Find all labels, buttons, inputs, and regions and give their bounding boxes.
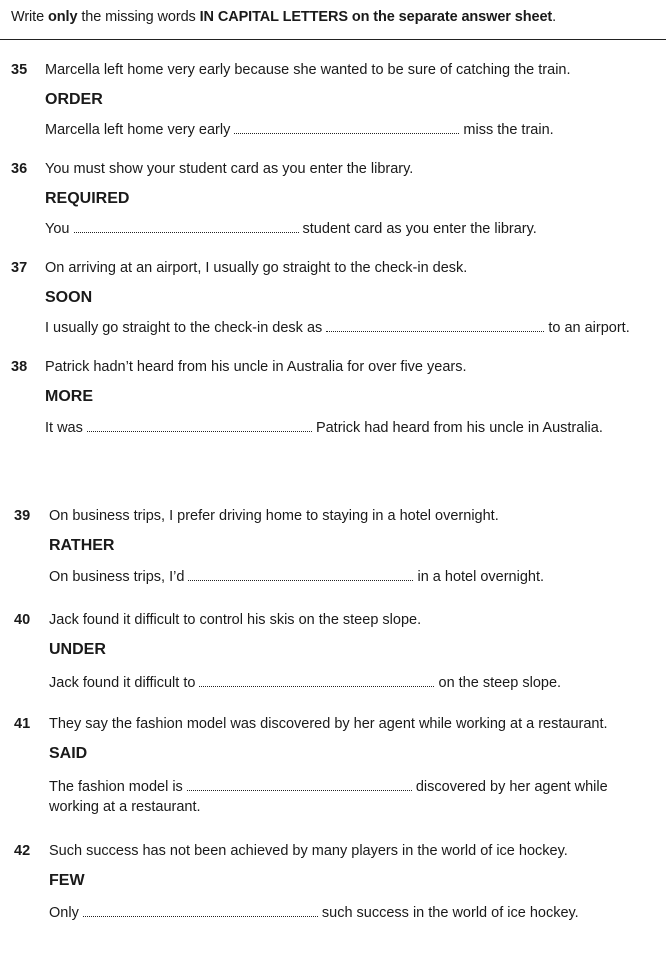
question-number: 36	[11, 161, 28, 177]
answer-blank[interactable]	[234, 121, 459, 134]
answer-prefix: It was	[45, 420, 83, 436]
keyword: UNDER	[49, 641, 106, 658]
answer-prefix: On business trips, I’d	[49, 569, 185, 585]
keyword: ORDER	[45, 91, 103, 108]
question-sentence: On business trips, I prefer driving home to staying in a hotel overnight.	[49, 508, 499, 524]
answer-blank[interactable]	[83, 904, 318, 917]
answer-line	[49, 673, 561, 693]
answer-blank[interactable]	[187, 778, 412, 791]
instruction-part: .	[552, 9, 557, 25]
answer-prefix: The fashion model is	[49, 779, 183, 795]
question-sentence: Marcella left home very early because she wanted to be sure of catching the train.	[45, 62, 571, 78]
keyword: RATHER	[49, 537, 115, 554]
answer-suffix: to an airport.	[548, 320, 630, 336]
answer-blank[interactable]	[87, 419, 312, 432]
answer-suffix: discovered by her agent while	[415, 779, 608, 795]
question-number: 35	[11, 62, 28, 78]
question-sentence: Patrick hadn’t heard from his uncle in Australia for over five years.	[45, 359, 467, 375]
answer-blank[interactable]	[188, 568, 413, 581]
answer-prefix: You	[45, 221, 70, 237]
question-sentence: Jack found it difficult to control his skis on the steep slope.	[49, 612, 422, 628]
answer-blank[interactable]	[199, 674, 434, 687]
answer-line	[45, 418, 603, 438]
divider-line	[0, 39, 666, 40]
answer-suffix: miss the train.	[463, 122, 554, 138]
answer-line	[49, 903, 579, 923]
instruction-part: Write	[11, 9, 48, 25]
instruction-emphasis: only	[48, 9, 78, 25]
answer-line	[45, 120, 554, 140]
answer-suffix: such success in the world of ice hockey.	[321, 905, 579, 921]
keyword: SOON	[45, 289, 93, 306]
question-sentence: Such success has not been achieved by many players in the world of ice hockey.	[49, 843, 568, 859]
instruction-emphasis: IN CAPITAL LETTERS on the separate answer sheet	[199, 9, 553, 25]
answer-line	[49, 777, 608, 797]
answer-suffix: on the steep slope.	[438, 675, 562, 691]
instruction-text	[11, 9, 556, 25]
question-number: 38	[11, 359, 28, 375]
answer-prefix: Only	[49, 905, 79, 921]
keyword: FEW	[49, 872, 85, 889]
question-sentence: On arriving at an airport, I usually go straight to the check-in desk.	[45, 260, 468, 276]
keyword: REQUIRED	[45, 190, 130, 207]
answer-line	[49, 567, 544, 587]
answer-continuation: working at a restaurant.	[49, 799, 201, 815]
instruction-part: the missing words	[77, 9, 200, 25]
answer-line	[45, 219, 537, 239]
answer-suffix: in a hotel overnight.	[417, 569, 545, 585]
keyword: SAID	[49, 745, 88, 762]
answer-suffix: Patrick had heard from his uncle in Australia.	[315, 420, 603, 436]
answer-prefix: Jack found it difficult to	[49, 675, 196, 691]
question-number: 41	[14, 716, 31, 732]
question-number: 39	[14, 508, 31, 524]
question-sentence: You must show your student card as you enter the library.	[45, 161, 414, 177]
answer-prefix: I usually go straight to the check-in desk as	[45, 320, 323, 336]
keyword: MORE	[45, 388, 93, 405]
answer-blank[interactable]	[74, 220, 299, 233]
question-number: 37	[11, 260, 28, 276]
answer-prefix: Marcella left home very early	[45, 122, 231, 138]
question-number: 42	[14, 843, 31, 859]
question-sentence: They say the fashion model was discovered by her agent while working at a restaurant.	[49, 716, 608, 732]
answer-suffix: student card as you enter the library.	[302, 221, 537, 237]
question-number: 40	[14, 612, 31, 628]
answer-line	[45, 318, 630, 338]
answer-blank[interactable]	[326, 319, 544, 332]
